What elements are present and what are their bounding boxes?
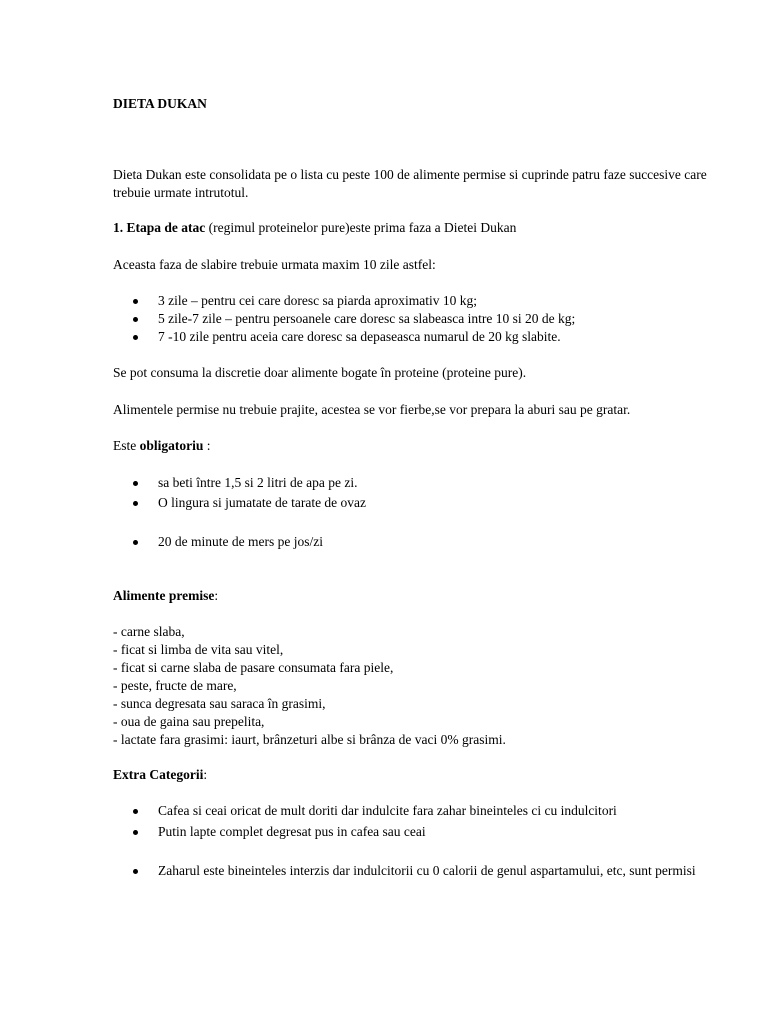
list-item: - peste, fructe de mare, [113,678,237,693]
stage1-label: 1. Etapa de atac [113,220,206,235]
extra-heading [113,766,708,784]
foods-heading-bold: Alimente premise [113,588,215,603]
mandatory-prefix: Este [113,438,140,453]
list-item: Putin lapte complet degresat pus in cafea sau ceai [113,823,708,841]
extra-heading-suffix: : [203,767,208,782]
list-item: - oua de gaina sau prepelita, [113,714,265,729]
list-item: - lactate fara grasimi: iaurt, brânzeturi albe si brânza de vaci 0% grasimi. [113,732,506,747]
list-item: - carne slaba, [113,624,185,639]
foods-heading [113,587,708,605]
list-item: 20 de minute de mers pe jos/zi [113,533,708,551]
food-list [113,623,708,749]
foods-heading-suffix: : [214,588,219,603]
list-item: Cafea si ceai oricat de mult doriti dar indulcite fara zahar bineinteles ci cu indulcitori [113,802,708,820]
stage1-text: (regimul proteinelor pure)este prima faza a Dietei Dukan [205,220,517,235]
list-item: O lingura si jumatate de tarate de ovaz [113,494,708,512]
extra-heading-bold: Extra Categorii [113,767,204,782]
list-item: 5 zile-7 zile – pentru persoanele care doresc sa slabeasca intre 10 si 20 de kg; [113,310,708,328]
list-item: sa beti între 1,5 si 2 litri de apa pe zi. [113,474,708,492]
stage1-paragraph [113,219,708,237]
list-item: - ficat si limba de vita sau vitel, [113,642,284,657]
document-title: DIETA DUKAN [113,96,207,111]
intro-paragraph: Dieta Dukan este consolidata pe o lista cu peste 100 de alimente permise si cuprinde patru faze succesive care trebuie urmate intrutotul. [113,167,707,200]
list-item: - sunca degresata sau saraca în grasimi, [113,696,326,711]
list-item: 3 zile – pentru cei care doresc sa piarda aproximativ 10 kg; [113,292,708,310]
protein-note: Se pot consuma la discretie doar alimente bogate în proteine (proteine pure). [113,365,527,380]
list-item: 7 -10 zile pentru aceia care doresc sa depaseasca numarul de 20 kg slabite. [113,328,708,346]
mandatory-heading [113,437,708,455]
list-item: - ficat si carne slaba de pasare consumata fara piele, [113,660,394,675]
mandatory-bold: obligatoriu [139,438,204,453]
mandatory-suffix: : [203,438,211,453]
list-item: Zaharul este bineinteles interzis dar indulcitorii cu 0 calorii de genul aspartamului, etc, sunt permisi [113,862,708,880]
cooking-note: Alimentele permise nu trebuie prajite, acestea se vor fierbe,se vor prepara la aburi sau pe gratar. [113,402,631,417]
duration-intro: Aceasta faza de slabire trebuie urmata maxim 10 zile astfel: [113,257,436,272]
